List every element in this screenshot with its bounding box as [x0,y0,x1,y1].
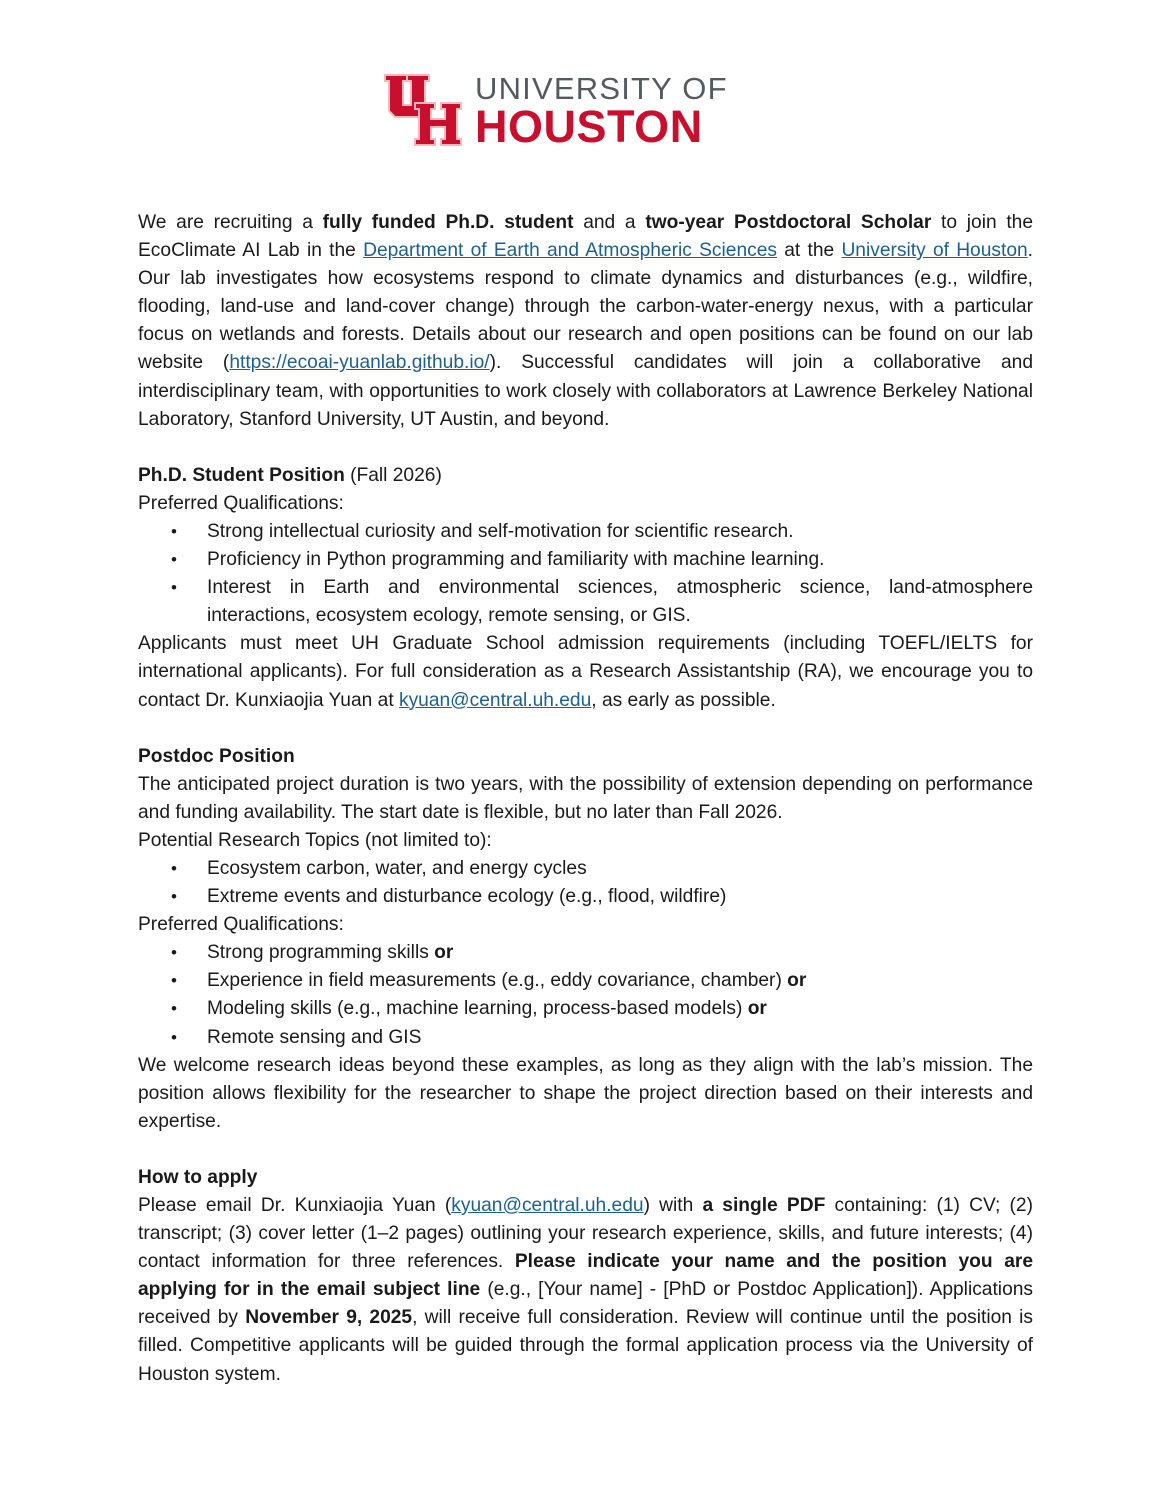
bold-or: or [787,970,807,992]
text: and a [573,212,646,233]
list-item: • Extreme events and disturbance ecology (e.g., flood, wildfire) [138,883,1033,911]
postdoc-heading [138,743,1033,771]
phd-qualifications-list [138,518,1033,630]
logo-university-of: UNIVERSITY OF [475,71,728,106]
email-link[interactable]: kyuan@central.uh.edu [451,1195,644,1216]
bold-subject-line-instruction: Please indicate your name and the position you are applying for in the email subject line [138,1251,1033,1301]
list-item [138,1024,1033,1052]
text: Modeling skills (e.g., machine learning, process-based models) [207,998,748,1020]
postdoc-heading-title: Postdoc Position [138,745,295,767]
bold-deadline: November 9, 2025 [245,1307,413,1329]
uh-interlocking-logo-icon [383,73,465,149]
list-item [138,995,1033,1023]
bold-phd-student: fully funded Ph.D. student [322,212,574,233]
text: Remote sensing and GIS [207,1026,422,1048]
apply-section [138,1164,1033,1389]
list-item: • Proficiency in Python programming and familiarity with machine learning. [138,546,1033,574]
text: We are recruiting a [138,212,323,233]
bold-or: or [434,942,454,964]
email-link[interactable]: kyuan@central.uh.edu [398,689,592,711]
phd-requirements [138,630,1033,714]
text: Experience in field measurements (e.g., eddy covariance, chamber) [207,970,788,992]
list-item [138,967,1033,995]
list-item: • Interest in Earth and environmental sciences, atmospheric science, land-atmosphere interactions, ecosystem ecology, remote sensing, or GIS. [138,574,1033,630]
text: ) with [643,1195,703,1216]
university-link[interactable]: University of Houston [841,240,1028,262]
phd-section [138,462,1033,715]
list-item: • Ecosystem carbon, water, and energy cycles [138,855,1033,883]
postdoc-topics-label: Potential Research Topics (not limited to): [138,829,492,851]
apply-instructions [138,1192,1033,1389]
university-logo [383,72,728,150]
apply-heading-title: How to apply [138,1166,258,1188]
text: . Our lab investigates how ecosystems respond to climate dynamics and disturbances (e.g., wildfire, flooding, land-use and land-cover change) through the carbon-water-energy nexus, with a particular focus on wetlands and forests. Details about our research and open positions can be found on our lab website ( [138,240,1034,374]
bold-postdoc-scholar: two-year Postdoctoral Scholar [645,212,932,233]
list-item [138,939,1033,967]
text: containing: (1) CV; (2) transcript; (3) cover letter (1–2 pages) outlining your research experience, skills, and future interests; (4) contact information for three references. [138,1195,1033,1273]
postdoc-closing: We welcome research ideas beyond these examples, as long as they align with the lab’s mission. The position allows flexibility for the researcher to shape the project direction based on their interests and expertise. [138,1054,1033,1132]
phd-heading [138,462,1033,490]
postdoc-qual-label: Preferred Qualifications: [138,914,344,936]
text: (e.g., [Your name] - [PhD or Postdoc Application]). Applications received by [138,1279,1034,1329]
postdoc-description: The anticipated project duration is two years, with the possibility of extension depending on performance and funding availability. The start date is flexible, but no later than Fall 2026. [138,773,1033,823]
text: Please email Dr. Kunxiaojia Yuan ( [138,1195,452,1216]
text: Applicants must meet UH Graduate School admission requirements (including TOEFL/IELTS for international applicants). For full consideration as a Research Assistantship (RA), we encourage you to contact Dr. Kunxiaojia Yuan at [138,633,1033,711]
text: at the [776,240,842,262]
bold-single-pdf: a single PDF [702,1195,826,1216]
lab-website-link[interactable]: https://ecoai-yuanlab.github.io/ [229,352,490,374]
text: Strong programming skills [207,942,435,964]
text: to join the EcoClimate AI Lab in the [138,212,1034,262]
logo-houston: HOUSTON [475,101,703,152]
phd-heading-title: Ph.D. Student Position [138,464,345,486]
bold-or: or [747,998,767,1020]
department-link[interactable]: Department of Earth and Atmospheric Sciences [363,240,777,262]
postdoc-qualifications-list [138,939,1033,1051]
phd-heading-term: (Fall 2026) [344,464,442,486]
apply-heading [138,1164,1033,1192]
intro-paragraph [138,209,1033,434]
phd-qual-label: Preferred Qualifications: [138,492,344,514]
postdoc-topics-list [138,855,1033,911]
text: , as early as possible. [591,689,776,711]
document-body [138,209,1033,1389]
postdoc-section [138,743,1033,1136]
text: , will receive full consideration. Review will continue until the position is filled. Competitive applicants will be guided through the formal application process via the University of Houston system. [138,1307,1034,1385]
text: ). Successful candidates will join a collaborative and interdisciplinary team, with opportunities to work closely with collaborators at Lawrence Berkeley National Laboratory, Stanford University, UT Austin, and beyond. [138,352,1033,430]
list-item: • Strong intellectual curiosity and self-motivation for scientific research. [138,518,1033,546]
